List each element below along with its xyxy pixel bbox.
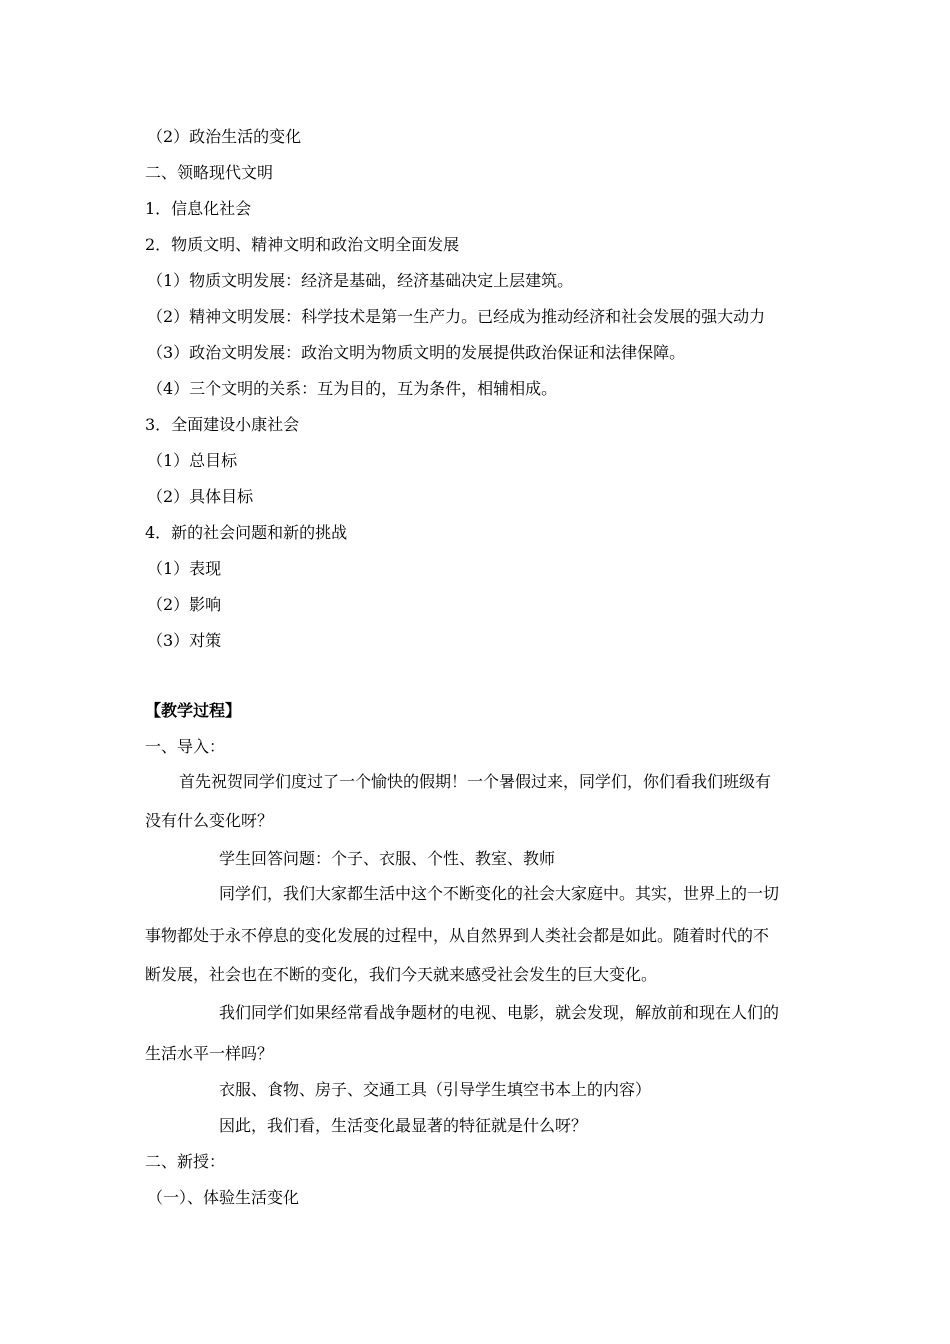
outline-line: （2）政治生活的变化 (147, 127, 302, 146)
paragraph-line: 因此，我们看，生活变化最显著的特征就是什么呀？ (219, 1116, 588, 1135)
paragraph-line: 生活水平一样吗？ (145, 1044, 274, 1063)
paragraph-line: 没有什么变化呀？ (145, 811, 274, 830)
paragraph-line: 事物都处于永不停息的变化发展的过程中，从自然界到人类社会都是如此。随着时代的不 (145, 926, 770, 945)
outline-line: （2）具体目标 (147, 487, 254, 506)
outline-heading: 二、领略现代文明 (145, 163, 274, 182)
outline-line: 4．新的社会问题和新的挑战 (145, 523, 348, 542)
outline-line: 3．全面建设小康社会 (145, 415, 300, 434)
section-heading: 【教学过程】 (145, 701, 242, 720)
paragraph-line: 断发展，社会也在不断的变化，我们今天就来感受社会发生的巨大变化。 (145, 965, 658, 984)
outline-line: （3）政治文明发展：政治文明为物质文明的发展提供政治保证和法律保障。 (147, 343, 686, 362)
outline-line: （1）总目标 (147, 451, 238, 470)
subsection-title: 一、导入： (145, 737, 226, 756)
outline-line: （2）精神文明发展：科学技术是第一生产力。已经成为推动经济和社会发展的强大动力 (147, 307, 766, 326)
outline-line: （3）对策 (147, 631, 222, 650)
student-answer: 学生回答问题：个子、衣服、个性、教室、教师 (219, 849, 556, 868)
outline-line: （4）三个文明的关系：互为目的，互为条件，相辅相成。 (147, 379, 558, 398)
subsection-title: 二、新授： (145, 1152, 226, 1171)
subsection-title: （一）、体验生活变化 (147, 1188, 300, 1207)
paragraph-line: 我们同学们如果经常看战争题材的电视、电影，就会发现，解放前和现在人们的 (219, 1003, 780, 1022)
outline-line: （1）物质文明发展：经济是基础，经济基础决定上层建筑。 (147, 271, 574, 290)
paragraph-line: 同学们，我们大家都生活中这个不断变化的社会大家庭中。其实，世界上的一切 (219, 884, 780, 903)
outline-line: 2．物质文明、精神文明和政治文明全面发展 (145, 235, 460, 254)
outline-line: （1）表现 (147, 559, 222, 578)
outline-line: 1．信息化社会 (145, 199, 252, 218)
student-answer: 衣服、食物、房子、交通工具（引导学生填空书本上的内容） (219, 1080, 652, 1099)
paragraph-line: 首先祝贺同学们度过了一个愉快的假期！一个暑假过来，同学们，你们看我们班级有 (179, 772, 772, 791)
outline-line: （2）影响 (147, 595, 222, 614)
